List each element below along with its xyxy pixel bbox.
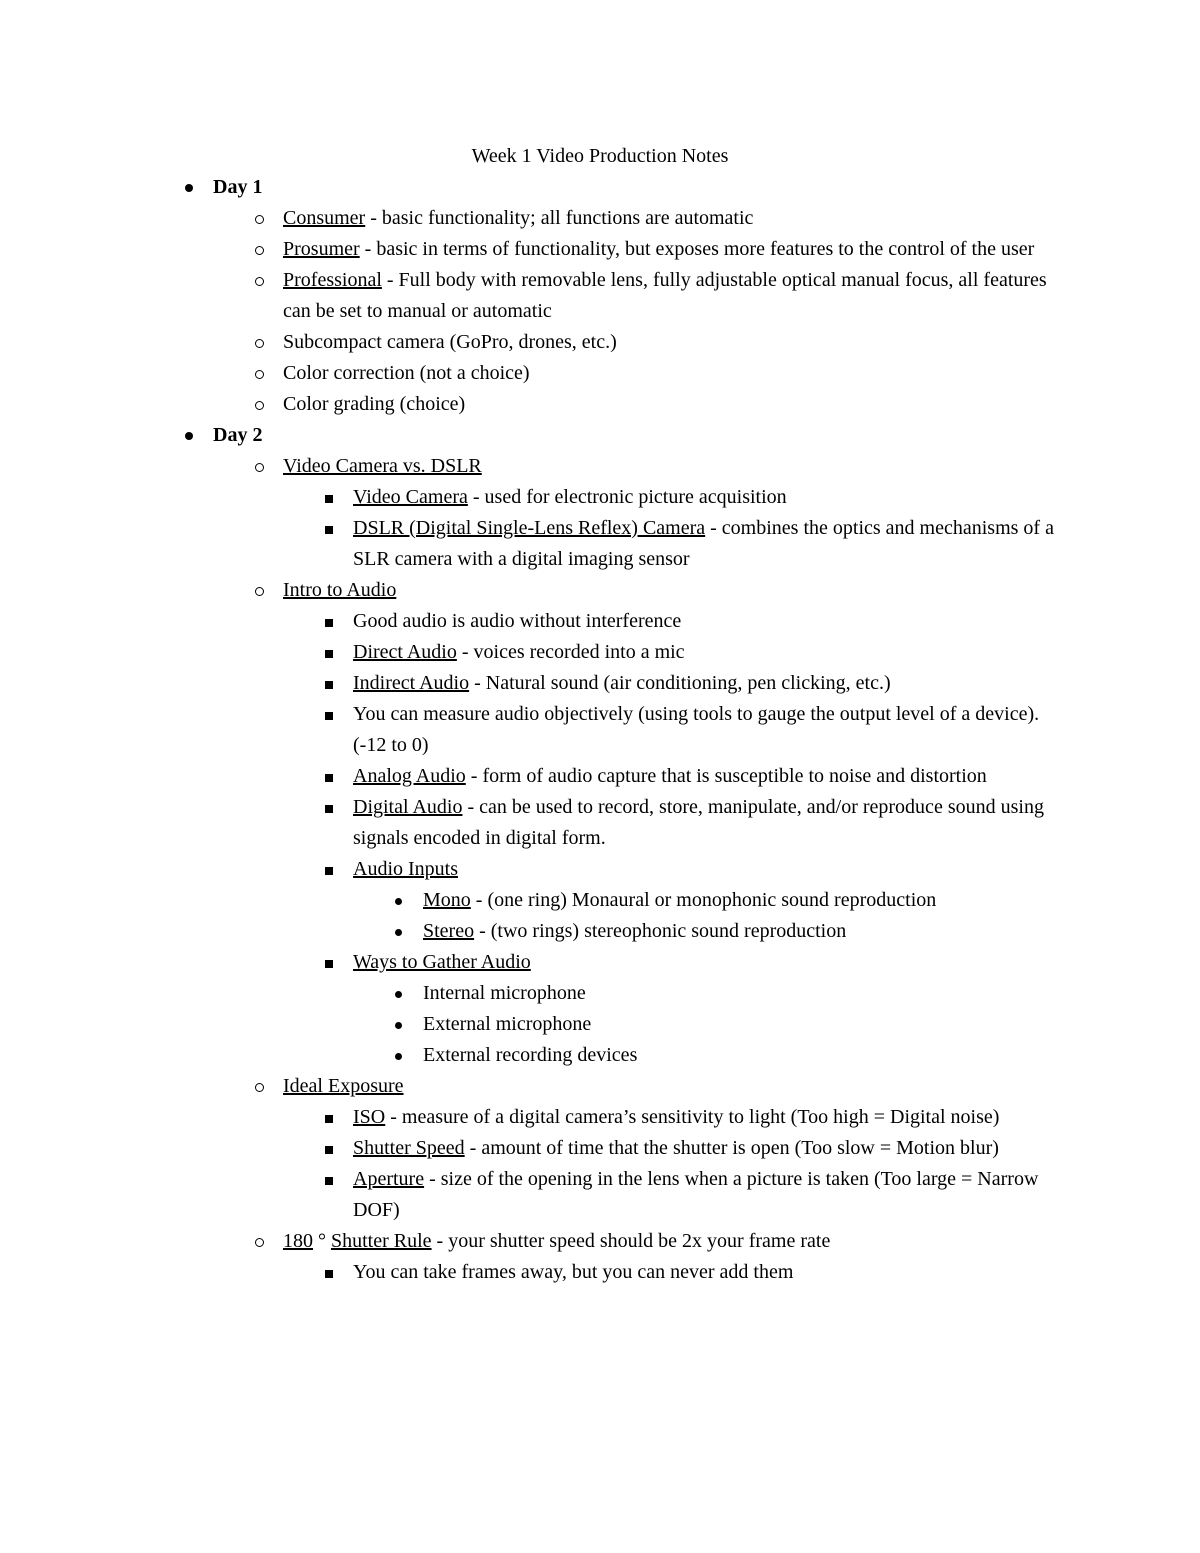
- list-item-text: External recording devices: [423, 1044, 638, 1066]
- list-item: [325, 854, 1055, 885]
- list-item-text: Intro to Audio: [283, 579, 397, 601]
- square-bullet-icon: [325, 606, 353, 627]
- list-item-text: Aperture - size of the opening in the lens when a picture is taken (Too large = Narrow DOF): [353, 1168, 1039, 1221]
- list-item-text: Consumer - basic functionality; all functions are automatic: [283, 207, 754, 229]
- disc-bullet-icon: [395, 978, 423, 998]
- list-item: [255, 234, 1055, 265]
- list-item: [325, 637, 1055, 668]
- list-item: [185, 420, 1055, 451]
- list-item-text: Ideal Exposure: [283, 1075, 404, 1097]
- list-item-text: Audio Inputs: [353, 858, 458, 880]
- list-item: [325, 1133, 1055, 1164]
- list-item: [325, 699, 1055, 761]
- square-bullet-icon: [325, 637, 353, 658]
- square-bullet-icon: [325, 1257, 353, 1278]
- list-item: [255, 265, 1055, 327]
- disc-bullet-icon: [395, 885, 423, 905]
- list-item-text: 180 ° Shutter Rule - your shutter speed should be 2x your frame rate: [283, 1230, 831, 1252]
- list-item: [255, 1226, 1055, 1257]
- square-bullet-icon: [325, 513, 353, 534]
- square-bullet-icon: [325, 1164, 353, 1185]
- list-item: [395, 1040, 1055, 1071]
- list-item: [325, 482, 1055, 513]
- square-bullet-icon: [325, 482, 353, 503]
- list-item-text: Color correction (not a choice): [283, 362, 530, 384]
- list-item-text: Mono - (one ring) Monaural or monophonic sound reproduction: [423, 889, 937, 911]
- list-item-text: Internal microphone: [423, 982, 586, 1004]
- circle-bullet-icon: [255, 389, 283, 410]
- square-bullet-icon: [325, 1133, 353, 1154]
- list-item: [395, 978, 1055, 1009]
- list-item-text: Color grading (choice): [283, 393, 466, 415]
- square-bullet-icon: [325, 947, 353, 968]
- circle-bullet-icon: [255, 327, 283, 348]
- list-item: [255, 389, 1055, 420]
- list-item: [325, 668, 1055, 699]
- circle-bullet-icon: [255, 234, 283, 255]
- list-item-text: Subcompact camera (GoPro, drones, etc.): [283, 331, 617, 353]
- circle-bullet-icon: [255, 1071, 283, 1092]
- list-item-text: DSLR (Digital Single-Lens Reflex) Camera - combines the optics and mechanisms of a SLR camera with a digital imaging sensor: [353, 517, 1054, 570]
- list-item-text: Day 2: [213, 424, 263, 446]
- list-item-text: Indirect Audio - Natural sound (air conditioning, pen clicking, etc.): [353, 672, 891, 694]
- list-item-text: Digital Audio - can be used to record, store, manipulate, and/or reproduce sound using signals encoded in digital form.: [353, 796, 1044, 849]
- disc-bullet-icon: [395, 916, 423, 936]
- circle-bullet-icon: [255, 575, 283, 596]
- list-item-text: You can measure audio objectively (using tools to gauge the output level of a device). (-12 to 0): [353, 703, 1040, 756]
- circle-bullet-icon: [255, 1226, 283, 1247]
- disc-bullet-icon: [395, 1040, 423, 1060]
- square-bullet-icon: [325, 699, 353, 720]
- list-item: [395, 916, 1055, 947]
- list-item: [395, 885, 1055, 916]
- square-bullet-icon: [325, 792, 353, 813]
- list-item: [325, 792, 1055, 854]
- list-item-text: Ways to Gather Audio: [353, 951, 531, 973]
- list-item: [185, 172, 1055, 203]
- list-item-text: Direct Audio - voices recorded into a mic: [353, 641, 685, 663]
- list-item: [255, 327, 1055, 358]
- list-item-text: You can take frames away, but you can never add them: [353, 1261, 794, 1283]
- notes-list: [185, 172, 1055, 1288]
- list-item-text: Day 1: [213, 176, 263, 198]
- list-item: [325, 1164, 1055, 1226]
- list-item-text: ISO - measure of a digital camera’s sensitivity to light (Too high = Digital noise): [353, 1106, 1000, 1128]
- list-item-text: Video Camera - used for electronic picture acquisition: [353, 486, 787, 508]
- list-item-text: Prosumer - basic in terms of functionality, but exposes more features to the control of the user: [283, 238, 1035, 260]
- square-bullet-icon: [325, 1102, 353, 1123]
- list-item-text: Good audio is audio without interference: [353, 610, 682, 632]
- list-item: [255, 451, 1055, 482]
- circle-bullet-icon: [255, 358, 283, 379]
- list-item: [325, 761, 1055, 792]
- list-item-text: Analog Audio - form of audio capture that is susceptible to noise and distortion: [353, 765, 987, 787]
- circle-bullet-icon: [255, 265, 283, 286]
- disc-bullet-icon: [185, 420, 213, 440]
- disc-bullet-icon: [185, 172, 213, 192]
- list-item-text: Stereo - (two rings) stereophonic sound reproduction: [423, 920, 847, 942]
- list-item: [255, 358, 1055, 389]
- list-item-text: External microphone: [423, 1013, 592, 1035]
- list-item: [255, 1071, 1055, 1102]
- square-bullet-icon: [325, 761, 353, 782]
- list-item: [325, 947, 1055, 978]
- list-item: [255, 203, 1055, 234]
- list-item: [325, 513, 1055, 575]
- square-bullet-icon: [325, 668, 353, 689]
- list-item: [395, 1009, 1055, 1040]
- list-item: [325, 1257, 1055, 1288]
- list-item-text: Video Camera vs. DSLR: [283, 455, 482, 477]
- page-title: Week 1 Video Production Notes: [471, 145, 729, 167]
- circle-bullet-icon: [255, 451, 283, 472]
- list-item: [255, 575, 1055, 606]
- list-item: [325, 606, 1055, 637]
- list-item-text: Shutter Speed - amount of time that the shutter is open (Too slow = Motion blur): [353, 1137, 999, 1159]
- circle-bullet-icon: [255, 203, 283, 224]
- list-item: [325, 1102, 1055, 1133]
- disc-bullet-icon: [395, 1009, 423, 1029]
- square-bullet-icon: [325, 854, 353, 875]
- list-item-text: Professional - Full body with removable lens, fully adjustable optical manual focus, all features can be set to manual or automatic: [283, 269, 1047, 322]
